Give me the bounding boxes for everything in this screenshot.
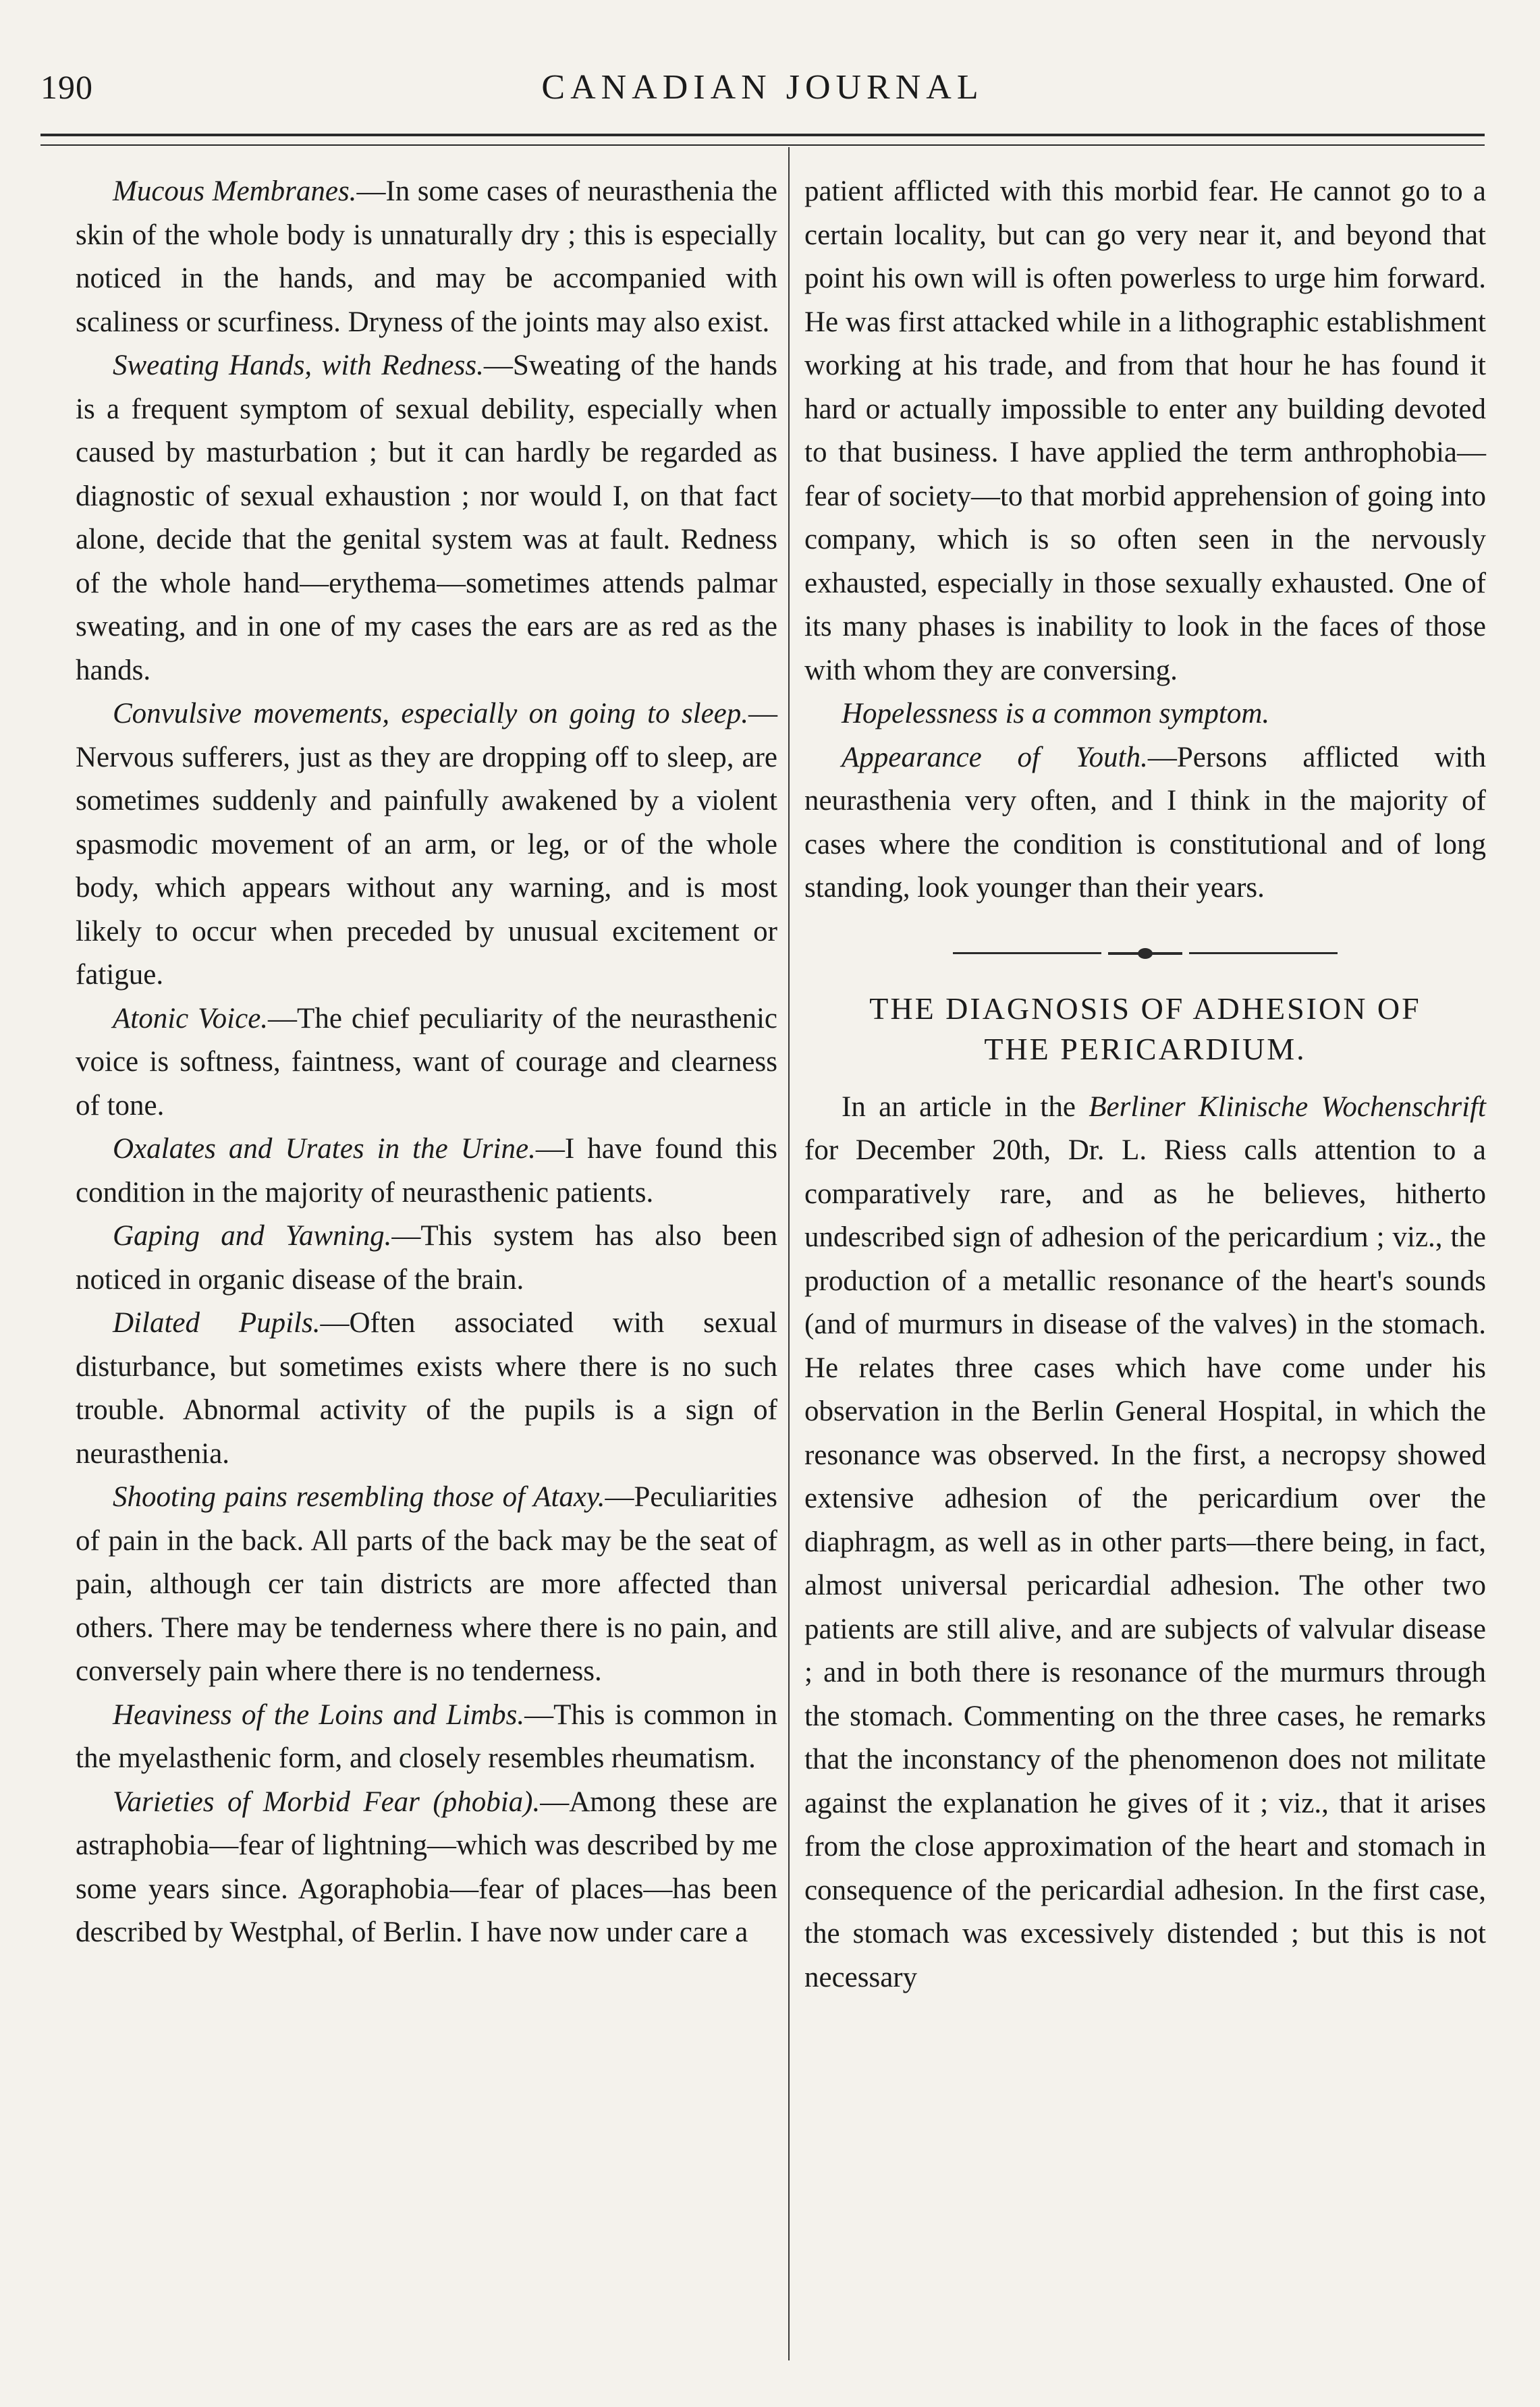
paragraph-text: —This system has also been noticed in organic disease of the brain. (76, 1220, 777, 1296)
header-rule (40, 134, 1485, 136)
article-text-intro: In an article in the (842, 1090, 1089, 1123)
ornament-line-left (953, 952, 1101, 954)
paragraph-heading: Convulsive movements, especially on going to sleep. (113, 698, 748, 729)
paragraph-heading: Shooting pains resembling those of Ataxy. (113, 1481, 605, 1513)
right-column (804, 170, 1486, 1999)
ornament-flourish (1108, 947, 1182, 960)
paragraph-text: —Nervous sufferers, just as they are dropping off to sleep, are sometimes suddenly and painfully awakened by a violent spasmodic movement of an arm, or leg, or of the whole body, which appears without any warning, and is most likely to occur when preceded by unusual excitement or fatigue. (76, 698, 777, 991)
running-title: CANADIAN JOURNAL (541, 68, 984, 107)
paragraph-heaviness-loins (76, 1694, 777, 1781)
ornament-line-right (1189, 952, 1338, 954)
paragraph-heading: Appearance of Youth. (842, 741, 1148, 773)
paragraph-oxalates-urates (76, 1128, 777, 1215)
article-text-body: for December 20th, Dr. L. Riess calls attention to a comparatively rare, and as he believes, hitherto undescribed sign of adhesion of the pericardium ; viz., the production of a metallic resonance of the heart's sounds (and of murmurs in disease of the valves) in the stomach. He relates three cases which have come under his observation in the Berlin General Hospital, in which the resonance was observed. In the first, a necropsy showed extensive adhesion of the pericardium over the diaphragm, as well as in other parts—there being, in fact, almost universal pericardial adhesion. The other two patients are still alive, and are subjects of valvular disease ; and in both there is resonance of the murmurs through the stomach. Commenting on the three cases, he remarks that the inconstancy of the phenomenon does not militate against the explanation he gives of it ; viz., that it arises from the close approximation of the heart and stomach in consequence of the pericardial adhesion. In the first case, the stomach was excessively distended ; but this is not necessary (804, 1134, 1486, 1993)
header-rule-thin (40, 144, 1485, 146)
column-divider (788, 147, 790, 2360)
paragraph-shooting-pains (76, 1476, 777, 1694)
paragraph-heading: Atonic Voice. (113, 1002, 269, 1034)
section-divider-ornament (804, 922, 1486, 985)
paragraph-convulsive-movements (76, 692, 777, 997)
paragraph-heading: Sweating Hands, with Redness. (113, 350, 484, 381)
paragraph-text: —I have found this condition in the majority of neurasthenic patients. (76, 1133, 778, 1209)
paragraph-sweating-hands (76, 344, 777, 692)
paragraph-heading: Gaping and Yawning. (113, 1220, 392, 1252)
article-title-line-1: THE DIAGNOSIS OF ADHESION OF (869, 991, 1421, 1026)
paragraph-mucous-membranes (76, 170, 777, 344)
paragraph-atonic-voice (76, 997, 777, 1128)
paragraph-heading: Mucous Membranes. (113, 175, 357, 207)
paragraph-morbid-fear (76, 1781, 777, 1955)
paragraph-text: —Often associated with sexual disturbance, but sometimes exists where there is no such trouble. Abnormal activity of the pupils is a sign of neurasthenia. (76, 1307, 778, 1470)
paragraph-text: —Persons afflicted with neurasthenia very often, and I think in the majority of cases where the condition is constitutional and of long standing, look younger than their years. (804, 741, 1486, 904)
left-column (76, 170, 777, 1955)
page-header (40, 67, 1485, 121)
article-title (804, 989, 1486, 1070)
paragraph-appearance-youth (804, 736, 1486, 910)
paragraph-heading: Oxalates and Urates in the Urine. (113, 1133, 536, 1165)
paragraph-heading: Dilated Pupils. (113, 1307, 321, 1339)
paragraph-text: —Among these are astraphobia—fear of lightning—which was described by me some years since. Agoraphobia—fear of places—has been described by Westphal, of Berlin. I have now under care a (76, 1786, 777, 1948)
paragraph-heading: Varieties of Morbid Fear (phobia). (113, 1786, 541, 1818)
paragraph-hopelessness (804, 692, 1486, 736)
paragraph-text: —Peculiarities of pain in the back. All parts of the back may be the seat of pain, although cer tain districts are more affected than others. There may be tenderness where there is no pain, and conversely pain where there is no tenderness. (76, 1481, 777, 1687)
article-title-line-2: THE PERICARDIUM. (984, 1031, 1307, 1066)
paragraph-dilated-pupils (76, 1302, 777, 1476)
paragraph-gaping-yawning (76, 1215, 777, 1302)
page-number: 190 (40, 68, 93, 106)
journal-name: Berliner Klinische Wochenschrift (1089, 1090, 1486, 1123)
paragraph-text: —This is common in the myelasthenic form, and closely resembles rheumatism. (76, 1698, 777, 1774)
paragraph-heading: Heaviness of the Loins and Limbs. (113, 1698, 525, 1731)
paragraph-article-body (804, 1086, 1486, 2000)
paragraph-continuation: patient afflicted with this morbid fear. He cannot go to a certain locality, but can go very near it, and beyond that point his own will is often powerless to urge him forward. He was first attacked while in a lithographic establishment working at his trade, and from that hour he has found it hard or actually impossible to enter any building devoted to that business. I have applied the term anthrophobia—fear of society—to that morbid apprehension of going into company, which is so often seen in the nervously exhausted, especially in those sexually exhausted. One of its many phases is inability to look in the faces of those with whom they are conversing. (804, 175, 1486, 686)
paragraph-heading: Hopelessness is a common symptom. (842, 698, 1270, 729)
paragraph-text: —Sweating of the hands is a frequent symptom of sexual debility, especially when caused by masturbation ; but it can hardly be regarded as diagnostic of sexual exhaustion ; nor would I, on that fact alone, decide that the genital system was at fault. Redness of the whole hand—erythema—sometimes attends palmar sweating, and in one of my cases the ears are as red as the hands. (76, 350, 777, 686)
paragraph-text: —The chief peculiarity of the neurasthenic voice is softness, faintness, want of courage and clearness of tone. (76, 1002, 777, 1122)
paragraph-text: —In some cases of neurasthenia the skin of the whole body is unnaturally dry ; this is especially noticed in the hands, and may be accompanied with scaliness or scurfiness. Dryness of the joints may also exist. (76, 175, 778, 338)
